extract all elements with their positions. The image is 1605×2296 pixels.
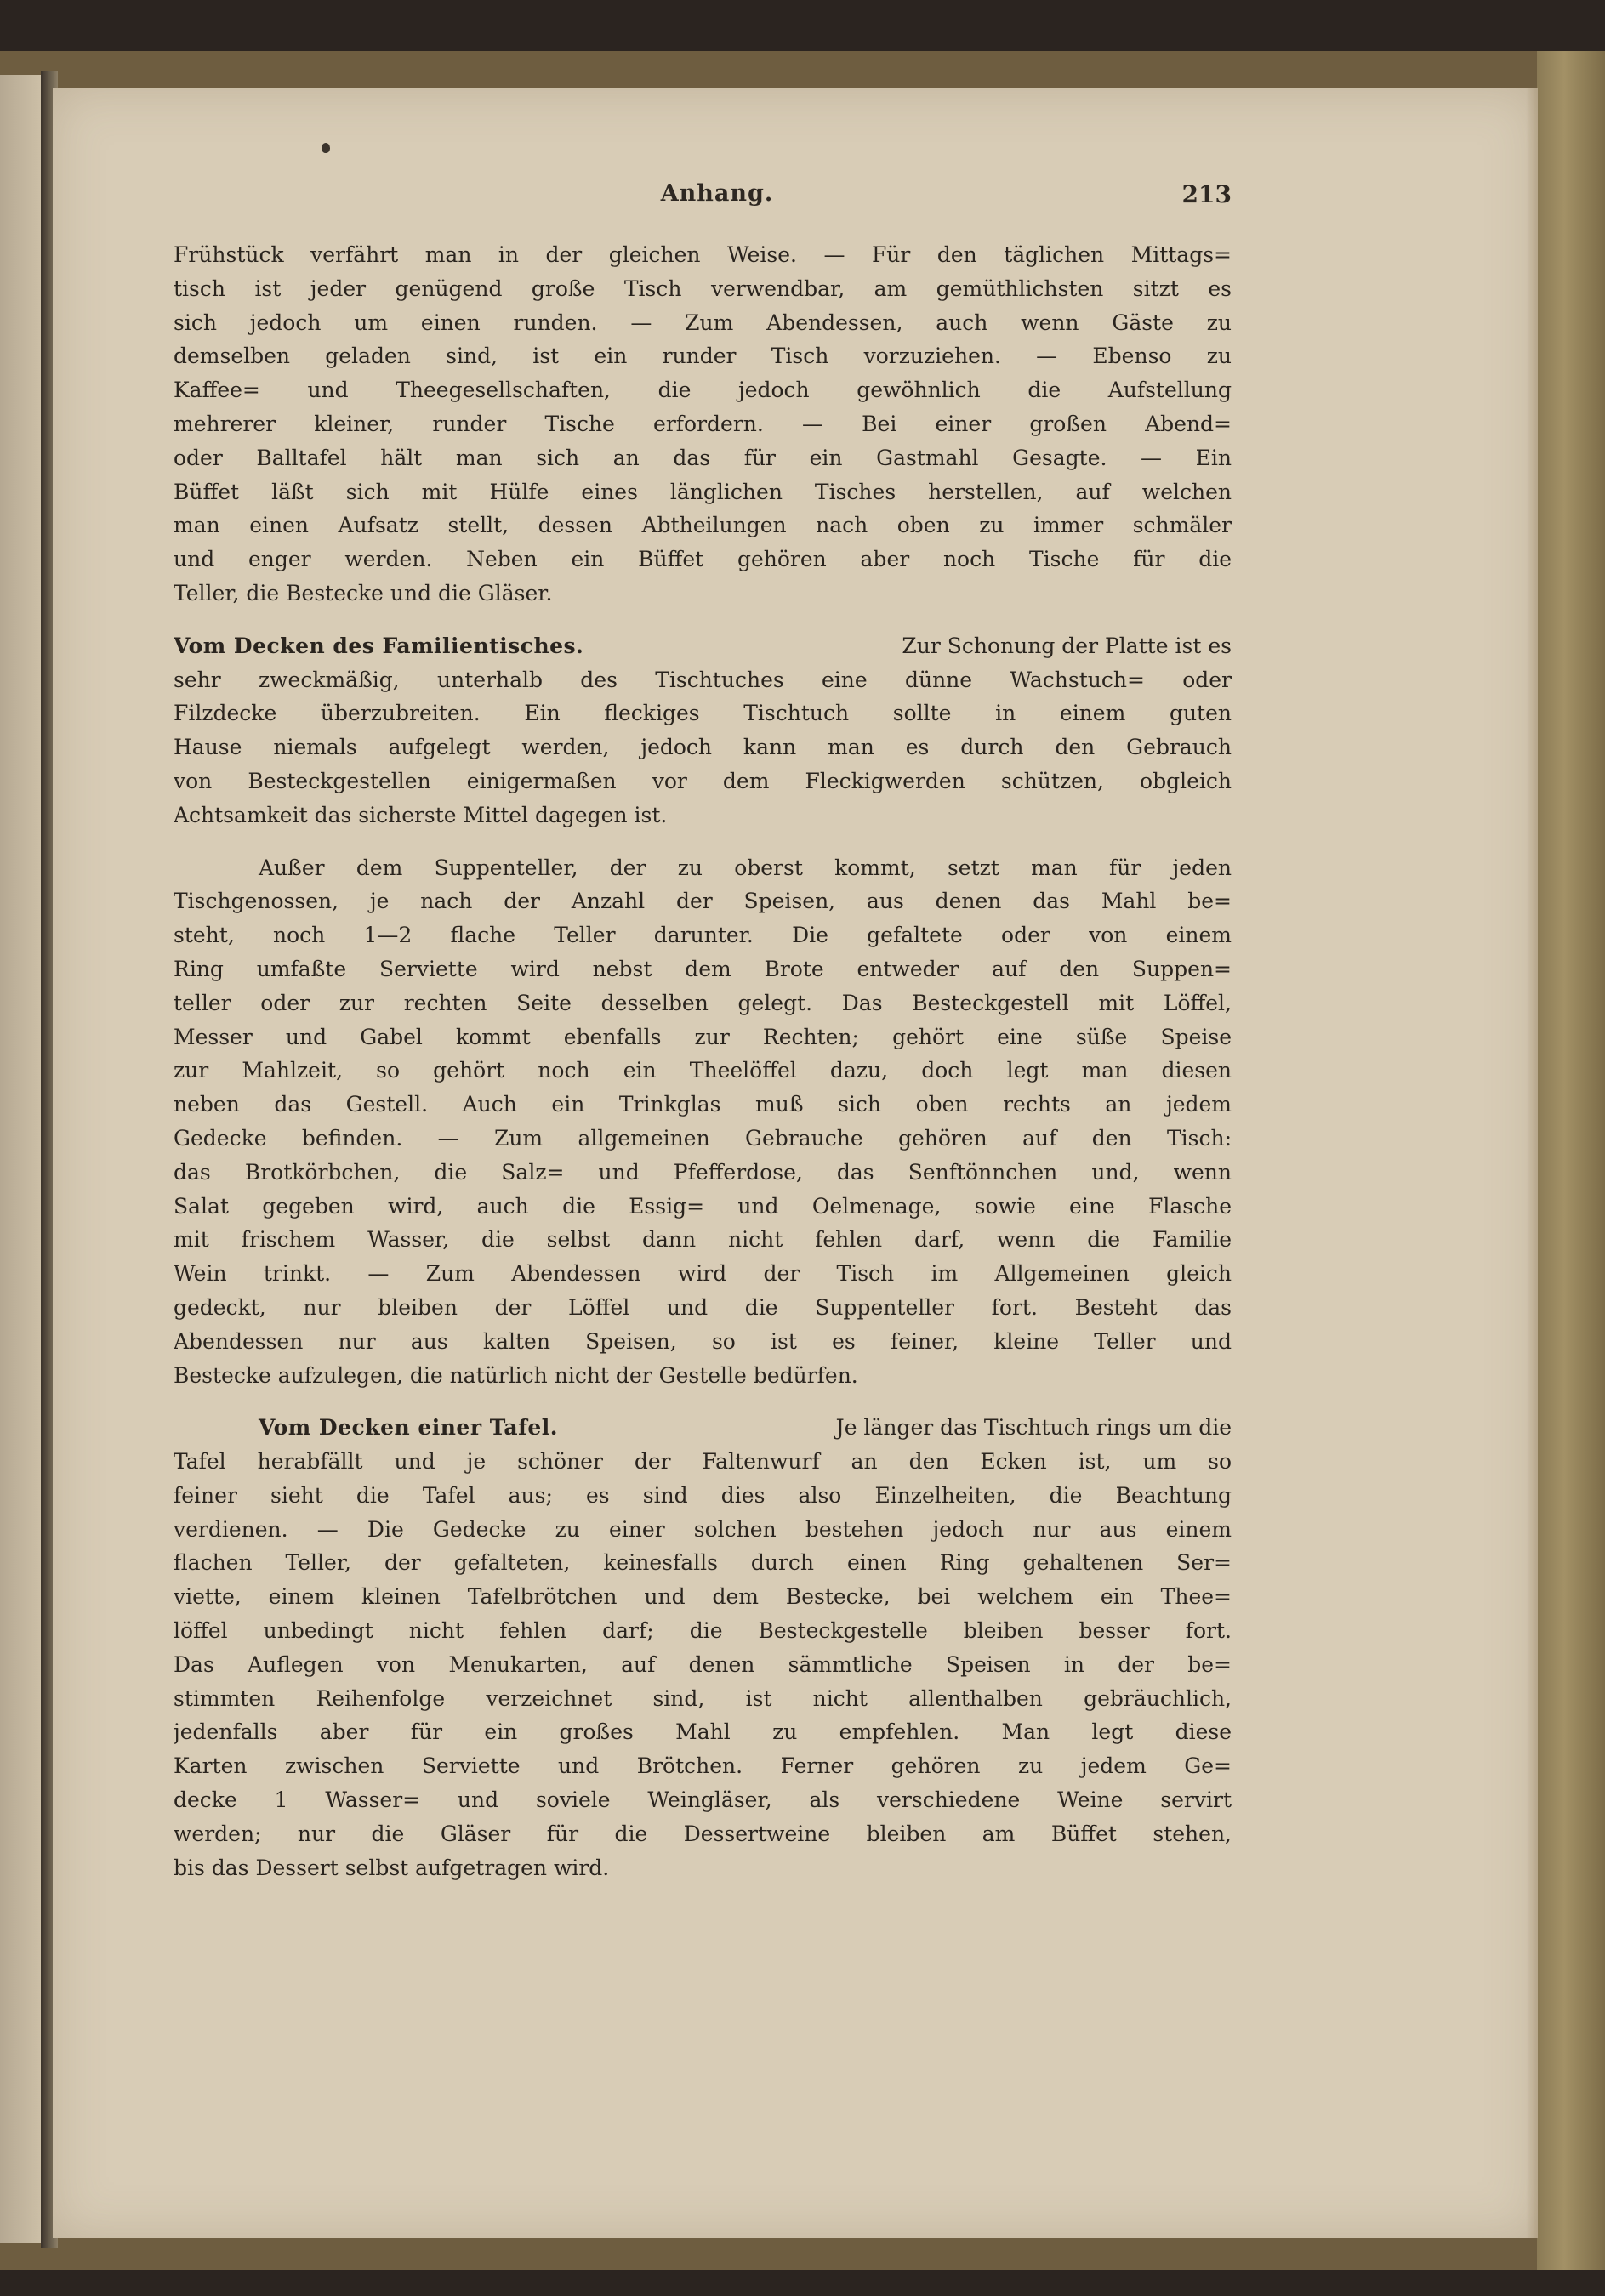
text-line: viette, einem kleinen Tafelbrötchen und dem Bestecke, bei welchem ein Thee= (174, 1584, 1232, 1610)
text-line: neben das Gestell. Auch ein Trinkglas muß sich oben rechts an jedem (174, 1092, 1232, 1117)
text-line: Tischgenossen, je nach der Anzahl der Speisen, aus denen das Mahl be= (174, 889, 1232, 914)
text-line: stimmten Reihenfolge verzeichnet sind, ist nicht allenthalben gebräuchlich, (174, 1685, 1232, 1711)
page-edge-shadow (1526, 88, 1538, 2238)
text-line: Außer dem Suppenteller, der zu oberst kommt, setzt man für jeden (259, 855, 1232, 880)
text-line: Bestecke aufzulegen, die natürlich nicht der Gestelle bedürfen. (174, 1362, 858, 1388)
text-line: von Besteckgestellen einigermaßen vor dem Fleckigwerden schützen, obgleich (174, 768, 1232, 793)
text-line: jedenfalls aber für ein großes Mahl zu empfehlen. Man legt diese (174, 1719, 1232, 1745)
text-line: Salat gegeben wird, auch die Essig= und Oelmenage, sowie eine Flasche (174, 1193, 1232, 1219)
text-line: und enger werden. Neben ein Büffet gehören aber noch Tische für die (174, 547, 1232, 572)
text-line: sehr zweckmäßig, unterhalb des Tischtuches eine dünne Wachstuch= oder (174, 667, 1232, 692)
paragraph-3 (174, 851, 1232, 1393)
text-line: Gedecke befinden. — Zum allgemeinen Gebrauche gehören auf den Tisch: (174, 1125, 1232, 1151)
text-line: zur Mahlzeit, so gehört noch ein Theelöffel dazu, doch legt man diesen (174, 1058, 1232, 1083)
text-line: flachen Teller, der gefalteten, keinesfalls durch einen Ring gehaltenen Ser= (174, 1550, 1232, 1576)
text-line: Teller, die Bestecke und die Gläser. (174, 580, 553, 605)
page-number: 213 (1181, 180, 1232, 208)
text-line: Ring umfaßte Serviette wird nebst dem Brote entweder auf den Suppen= (174, 956, 1232, 981)
text-line: Achtsamkeit das sicherste Mittel dagegen ist. (174, 802, 668, 827)
text-line: mehrerer kleiner, runder Tische erfordern. — Bei einer großen Abend= (174, 411, 1232, 436)
text-line: oder Balltafel hält man sich an das für ein Gastmahl Gesagte. — Ein (174, 445, 1232, 470)
text-line: feiner sieht die Tafel aus; es sind dies also Einzelheiten, die Beachtung (174, 1482, 1232, 1508)
text-line: man einen Aufsatz stellt, dessen Abtheilungen nach oben zu immer schmäler (174, 513, 1232, 538)
text-line: verdienen. — Die Gedecke zu einer solchen bestehen jedoch nur aus einem (174, 1516, 1232, 1542)
paragraph-4 (174, 1411, 1232, 1884)
text-line: Frühstück verfährt man in der gleichen Weise. — Für den täglichen Mittags= (174, 242, 1232, 267)
text-line-remainder: Je länger das Tischtuch rings um die (835, 1415, 1232, 1441)
text-line-with-heading (174, 629, 1232, 663)
text-line: sich jedoch um einen runden. — Zum Abendessen, auch wenn Gäste zu (174, 310, 1232, 335)
text-line: teller oder zur rechten Seite desselben gelegt. Das Besteckgestell mit Löffel, (174, 990, 1232, 1015)
paragraph-heading: Vom Decken des Familientisches. (174, 633, 584, 658)
paragraph-heading: Vom Decken einer Tafel. (259, 1415, 558, 1441)
text-line: Filzdecke überzubreiten. Ein fleckiges Tischtuch sollte in einem guten (174, 701, 1232, 726)
text-line: Büffet läßt sich mit Hülfe eines länglichen Tisches herstellen, auf welchen (174, 479, 1232, 504)
text-line: demselben geladen sind, ist ein runder Tisch vorzuziehen. — Ebenso zu (174, 344, 1232, 369)
text-line: Wein trinkt. — Zum Abendessen wird der Tisch im Allgemeinen gleich (174, 1261, 1232, 1287)
text-line: Kaffee= und Theegesellschaften, die jedoch gewöhnlich die Aufstellung (174, 378, 1232, 403)
text-line: decke 1 Wasser= und soviele Weingläser, als verschiedene Weine servirt (174, 1787, 1232, 1813)
text-line: gedeckt, nur bleiben der Löffel und die Suppenteller fort. Besteht das (174, 1294, 1232, 1320)
text-line: Das Auflegen von Menukarten, auf denen sämmtliche Speisen in der be= (174, 1651, 1232, 1677)
ornament-mark (322, 143, 330, 153)
paragraph-1 (174, 238, 1232, 611)
text-line: mit frischem Wasser, die selbst dann nicht fehlen darf, wenn die Familie (174, 1227, 1232, 1253)
running-head (202, 180, 1232, 214)
section-title: Anhang. (660, 180, 774, 207)
cover-edge (1537, 51, 1605, 2270)
text-line: Messer und Gabel kommt ebenfalls zur Rechten; gehört eine süße Speise (174, 1024, 1232, 1049)
text-line: steht, noch 1—2 flache Teller darunter. Die gefaltete oder von einem (174, 923, 1232, 948)
text-line-remainder: Zur Schonung der Platte ist es (902, 633, 1232, 658)
text-line: Tafel herabfällt und je schöner der Faltenwurf an den Ecken ist, um so (174, 1449, 1232, 1475)
text-line-with-heading (174, 1411, 1232, 1445)
text-line: das Brotkörbchen, die Salz= und Pfefferdose, das Senftönnchen und, wenn (174, 1159, 1232, 1185)
text-line: bis das Dessert selbst aufgetragen wird. (174, 1855, 610, 1880)
text-line: Karten zwischen Serviette und Brötchen. Ferner gehören zu jedem Ge= (174, 1753, 1232, 1779)
body-text (174, 238, 1232, 1903)
paragraph-2 (174, 629, 1232, 833)
text-line: tisch ist jeder genügend große Tisch verwendbar, am gemüthlichsten sitzt es (174, 276, 1232, 301)
text-line: werden; nur die Gläser für die Dessertweine bleiben am Büffet stehen, (174, 1821, 1232, 1846)
text-line: löffel unbedingt nicht fehlen darf; die Besteckgestelle bleiben besser fort. (174, 1618, 1232, 1644)
text-line: Hause niemals aufgelegt werden, jedoch kann man es durch den Gebrauch (174, 735, 1232, 760)
text-line: Abendessen nur aus kalten Speisen, so ist es feiner, kleine Teller und (174, 1328, 1232, 1354)
